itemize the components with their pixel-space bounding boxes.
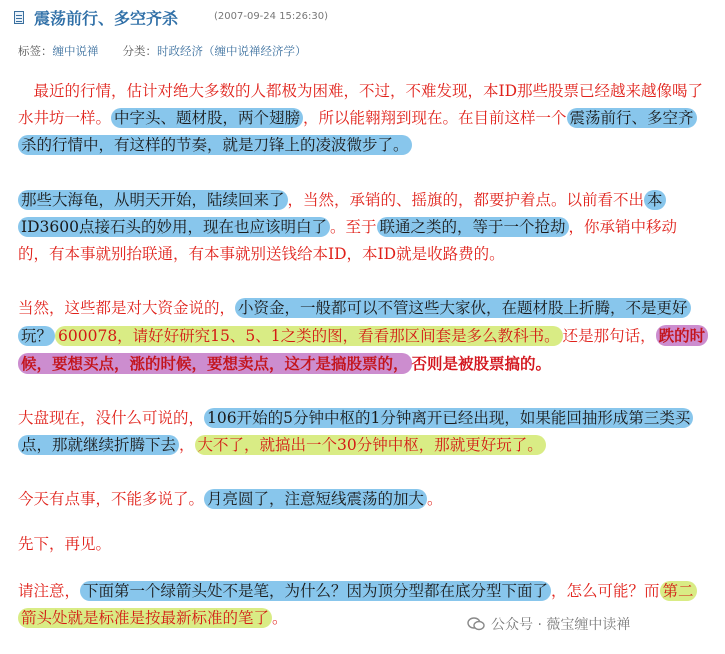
highlighted-text: 第二箭头处就是标准是按最新标准的笔了 xyxy=(18,581,697,628)
highlighted-text: 月亮圆了，注意短线震荡的加大 xyxy=(204,489,427,509)
wechat-icon xyxy=(467,617,485,631)
watermark xyxy=(467,614,630,634)
highlighted-text: 106开始的5分钟中枢的1分钟离开已经出现，如果能回抽形成第三类买点，那就继续折腾下去 xyxy=(18,408,693,455)
highlighted-text: 大不了，就搞出一个30分钟中枢，那就更好玩了。 xyxy=(195,435,546,455)
text-segment: ，当然，承销的、摇旗的，都要护着点。以前看不出 xyxy=(287,191,645,209)
highlighted-text: 小资金，一般都可以不管这些大家伙，在题材股上折腾，不是更好玩？ xyxy=(18,298,691,346)
highlighted-text: 震荡前行、多空齐杀的行情中，有这样的节奏，就是刀锋上的凌波微步了。 xyxy=(18,108,697,155)
paragraph xyxy=(18,78,708,159)
post-date: (2007-09-24 15:26:30) xyxy=(214,11,329,22)
category-link[interactable]: 时政经济（缠中说禅经济学） xyxy=(157,44,307,58)
watermark-text: 公众号 · 薇宝缠中读禅 xyxy=(491,617,631,633)
bold-text: 否则是被股票搞的。 xyxy=(411,354,552,373)
text-segment: 大盘现在，没什么可说的， xyxy=(18,409,205,427)
paragraph xyxy=(18,187,708,268)
text-segment: 。 xyxy=(272,609,288,627)
highlighted-text: 联通之类的，等于一个抢劫 xyxy=(377,217,569,237)
post-title[interactable]: 震荡前行、多空齐杀 xyxy=(34,9,179,28)
post-meta xyxy=(18,43,307,59)
highlighted-text: 那些大海龟，从明天开始，陆续回来了 xyxy=(18,190,288,210)
tags-label: 标签： xyxy=(18,44,53,58)
document-icon xyxy=(14,11,24,24)
text-segment: ， xyxy=(179,436,195,454)
text-segment: ，你承销中移动的，有本事就别抬联通，有本事就别送钱给本ID，本ID就是收路费的。 xyxy=(18,218,678,263)
tag-link[interactable]: 缠中说禅 xyxy=(52,44,99,58)
highlighted-text: 中字头、题材股，两个翅膀 xyxy=(111,108,303,128)
text-segment: 请注意， xyxy=(18,582,81,600)
paragraph xyxy=(18,486,708,513)
post-body xyxy=(18,78,708,632)
highlighted-text: 跌的时候，要想买点，涨的时候，要想卖点，这才是搞股票的， xyxy=(18,325,708,374)
category-label: 分类： xyxy=(122,44,157,58)
text-segment: ，怎么可能？而 xyxy=(551,582,660,600)
paragraph xyxy=(18,531,708,558)
paragraph xyxy=(18,405,708,459)
text-segment: 。至于 xyxy=(330,218,377,236)
text-segment: 最近的行情，估计对绝大多数的人都极为困难，不过，不难发现，本ID那些股票已经越来越像喝了水井坊一样。 xyxy=(18,82,704,127)
text-segment: 先下，再见。 xyxy=(18,535,112,553)
highlighted-text: 本ID3600点接石头的妙用，现在也应该明白了 xyxy=(18,190,666,237)
text-segment: 还是那句话， xyxy=(562,327,656,345)
highlighted-text: 下面第一个绿箭头处不是笔，为什么？因为顶分型都在底分型下面了 xyxy=(80,581,551,601)
text-segment: ，所以能翱翔到现在。在目前这样一个 xyxy=(303,109,567,127)
paragraph xyxy=(18,295,708,378)
text-segment: 。 xyxy=(427,490,443,508)
highlighted-text: 600078，请好好研究15、5、1之类的图，看看那区间套是多么教科书。 xyxy=(55,326,563,346)
post-header xyxy=(0,0,725,70)
text-segment: 今天有点事，不能多说了。 xyxy=(18,490,205,508)
text-segment: 当然，这些都是对大资金说的， xyxy=(18,299,236,317)
